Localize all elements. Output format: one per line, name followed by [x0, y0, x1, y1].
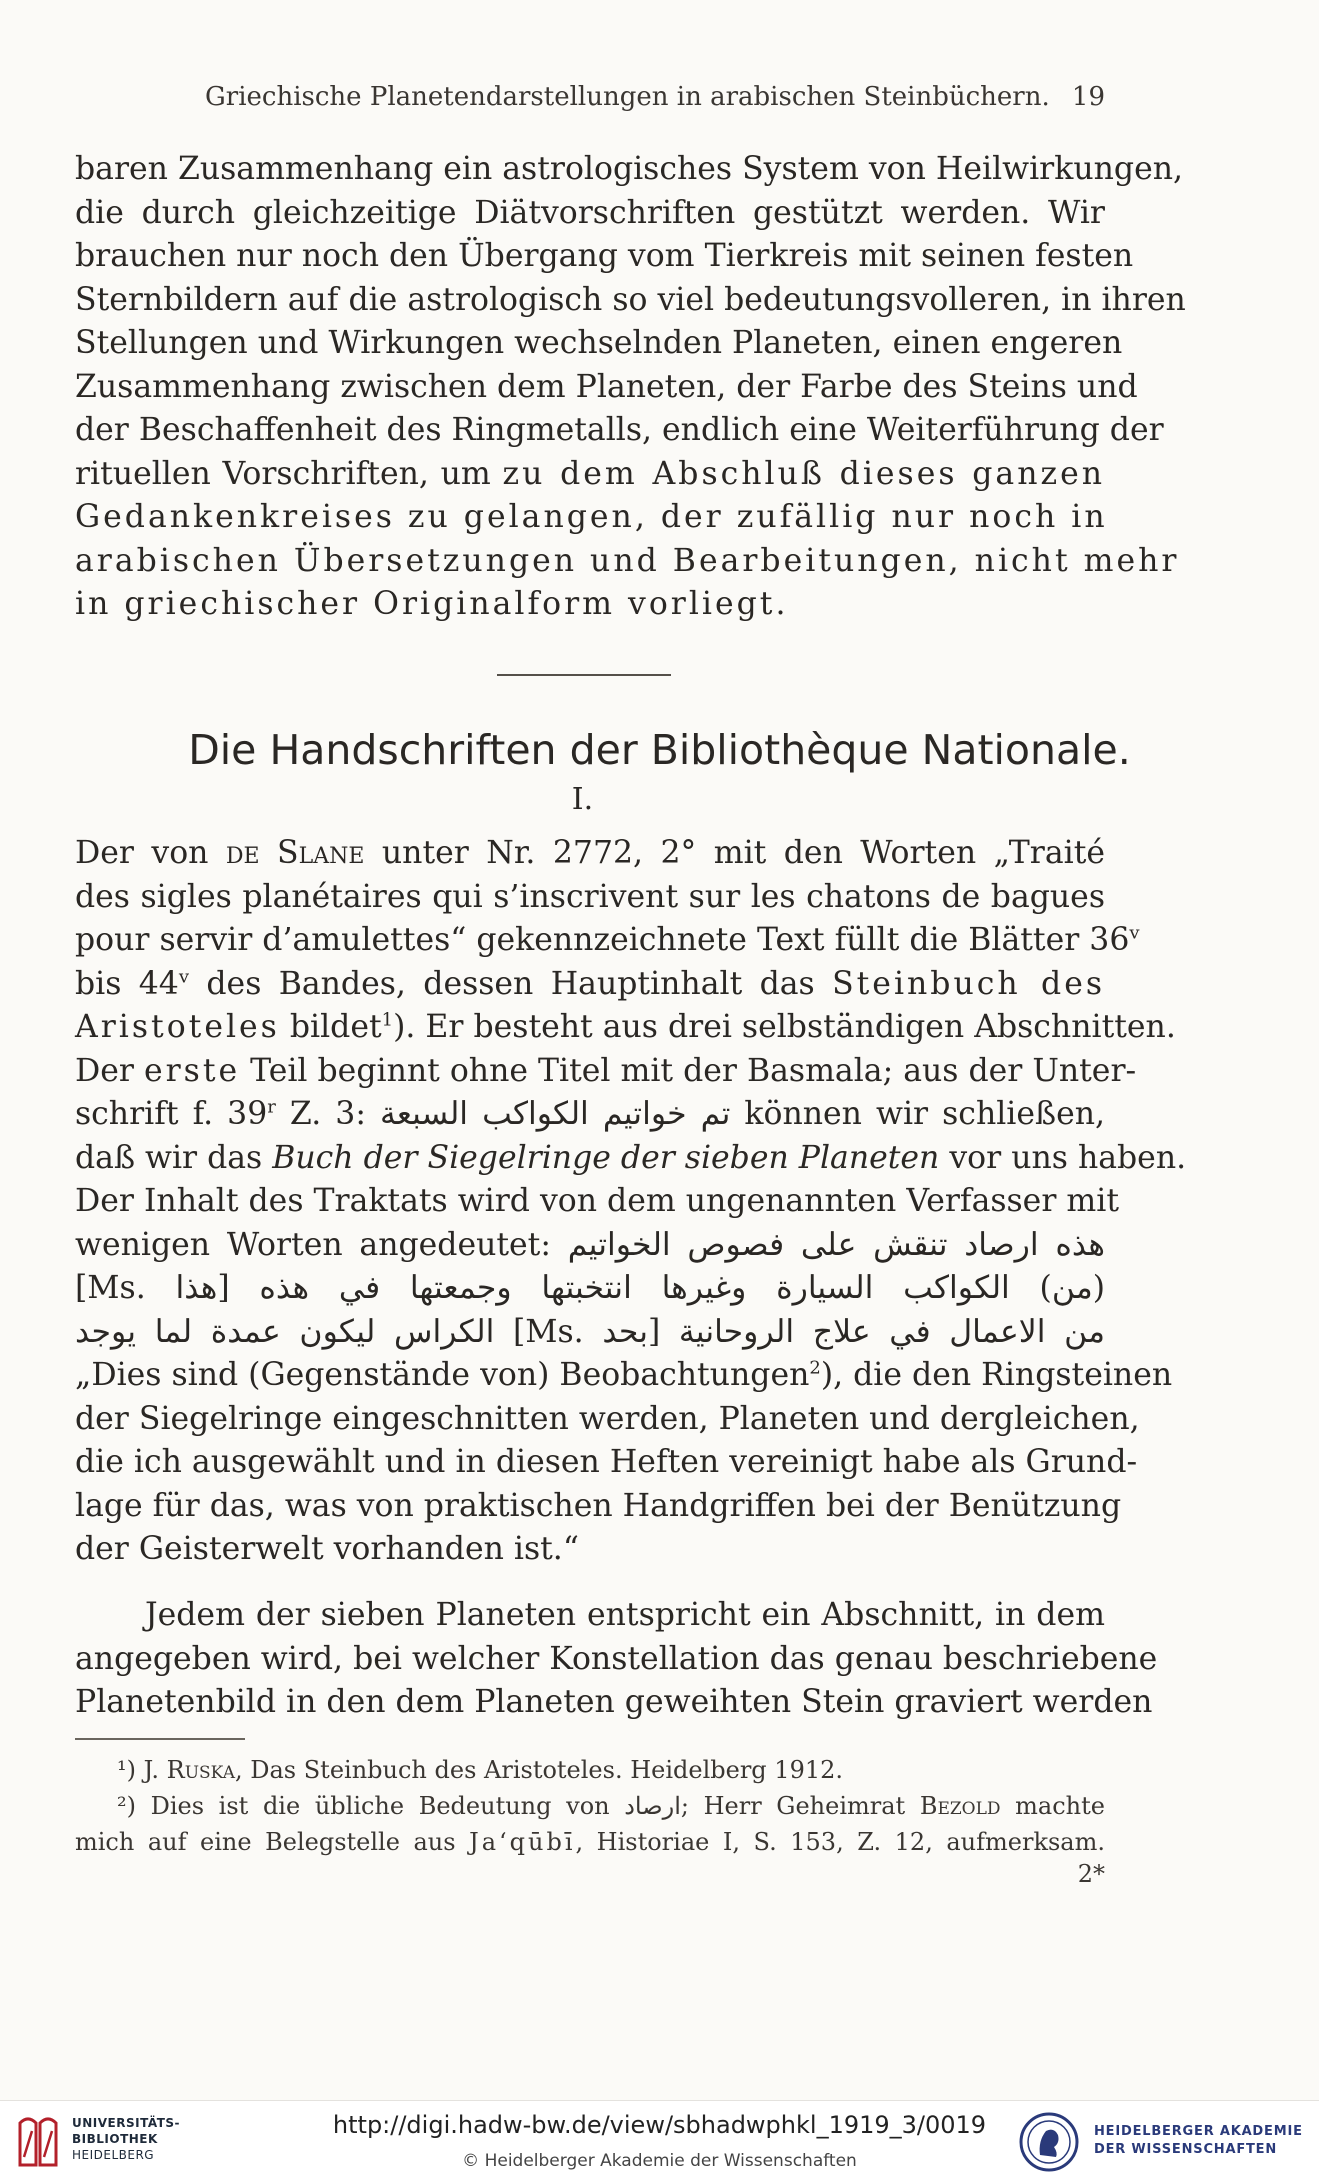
text-line [75, 1093, 1105, 1137]
footnote-rule [75, 1738, 245, 1740]
superscript: r [267, 1096, 276, 1118]
arabic-text: هذه ارصاد تنقش على فصوص الخواتيم [567, 1226, 1105, 1263]
text-run: können wir schließen, [730, 1096, 1106, 1132]
text-line: Der Inhalt des Traktats wird von dem ungenannten Verfasser mit [75, 1183, 1119, 1219]
copyright-notice: © Heidelberger Akademie der Wissenschaften [462, 2151, 857, 2171]
text-run: rituellen Vorschriften, um [75, 455, 503, 492]
arabic-text: بحد [602, 1313, 648, 1350]
spaced-text: Ja‘qūbī [469, 1828, 576, 1856]
spaced-text: erste [143, 1052, 241, 1089]
section-number: I. [571, 782, 594, 817]
text-line [75, 963, 1105, 1007]
text-run: bis 44 [75, 965, 179, 1002]
section-heading: Die Handschriften der Bibliothèque Nationale. [188, 726, 1131, 774]
text-line: der Geisterwelt vorhanden ist.“ [75, 1531, 579, 1567]
running-header [75, 82, 1105, 122]
text-line: der Beschaffenheit des Ringmetalls, endlich eine Weiterführung der [75, 412, 1164, 448]
text-line [75, 453, 1105, 497]
library-name: UNIVERSITÄTS- BIBLIOTHEK HEIDELBERG [72, 2116, 181, 2162]
author-name: Ruska [166, 1756, 235, 1784]
section-divider [497, 674, 671, 676]
spaced-text: Steinbuch des [832, 965, 1106, 1002]
text-run: unter Nr. 2772, 2° mit den Worten „Traité [364, 835, 1105, 871]
text-run: ] [217, 1270, 260, 1306]
text-run: „Dies sind (Gegenstände von) Beobachtungen [75, 1357, 810, 1393]
spaced-text: Aristoteles [75, 1009, 280, 1045]
running-title: Griechische Planetendarstellungen in arabischen Steinbüchern. [205, 82, 1050, 112]
text-line [75, 1006, 1176, 1050]
arabic-text: ارصاد [624, 1792, 681, 1820]
superscript: v [1129, 922, 1140, 944]
footnote-ref: 1 [381, 1009, 394, 1031]
text-line: Stellungen und Wirkungen wechselnden Planeten, einen engeren [75, 325, 1123, 361]
text-run: vor uns haben. [939, 1139, 1187, 1176]
text-run: Der [75, 1052, 144, 1089]
text-line: baren Zusammenhang ein astrologisches System von Heilwirkungen, [75, 151, 1184, 187]
signature-mark: 2* [1077, 1860, 1105, 1888]
text-run: ). Er besteht aus drei selbständigen Abschnitten. [393, 1009, 1176, 1045]
footnotes [75, 1752, 1105, 1860]
arabic-text: من الاعمال في علاج الروحانية [678, 1313, 1105, 1350]
text-line: Jedem der sieben Planeten entspricht ein Abschnitt, in dem [145, 1597, 1105, 1633]
text-run: Z. 3: [275, 1096, 381, 1132]
page-number: 19 [1071, 82, 1105, 112]
text-line: lage für das, was von praktischen Handgriffen bei der Benützung [75, 1487, 1122, 1524]
paragraph-2 [75, 832, 1187, 1572]
text-line [75, 1267, 1105, 1311]
author-name: de [225, 835, 260, 871]
academy-seal-icon [1018, 2111, 1080, 2173]
text-line: angegeben wird, bei welcher Konstellation das genau beschriebene [75, 1640, 1158, 1677]
text-run: [Ms. [75, 1270, 176, 1306]
spaced-text: zu dem Abschluß dieses ganzen [502, 455, 1106, 492]
permalink-url[interactable]: http://digi.hadw-bw.de/view/sbhadwphkl_1919_3/0019 [332, 2111, 987, 2139]
text-run: [Ms. [494, 1313, 603, 1350]
text-line: des sigles planétaires qui s’inscrivent sur les chatons de bagues [75, 878, 1105, 915]
text-run: des Bandes, dessen Hauptinhalt das [189, 965, 833, 1002]
text-run: ), die den Ringsteinen [820, 1357, 1173, 1393]
spaced-text-line: Gedankenkreises zu gelangen, der zufällig nur noch in [75, 499, 1108, 535]
academy-name: HEIDELBERGER AKADEMIE DER WISSENSCHAFTEN [1094, 2124, 1303, 2157]
text-line [75, 1137, 1187, 1181]
text-line [75, 1050, 1137, 1094]
text-line [75, 1311, 1105, 1355]
text-line [75, 1224, 1105, 1268]
text-line [75, 1354, 1173, 1398]
text-run: wenigen Worten angedeutet: [75, 1226, 568, 1263]
arabic-text: هذا [175, 1270, 218, 1306]
footnote-1 [75, 1752, 1105, 1788]
text-run: ; Herr Geheimrat [680, 1792, 920, 1820]
text-run: daß wir das [75, 1139, 273, 1176]
spaced-text-line: in griechischer Originalform vorliegt. [75, 586, 789, 622]
italic-title: Buch der Siegelringe der sieben Planeten [272, 1139, 940, 1176]
text-run: pour servir d’amulettes“ gekennzeichnete Text füllt die Blätter 36 [75, 922, 1130, 958]
footnote-2-cont [75, 1824, 1105, 1860]
text-run: Der von [75, 835, 226, 871]
viewer-footer [0, 2100, 1319, 2181]
arabic-text: تم خواتيم الكواكب السبعة [380, 1096, 731, 1132]
text-line: Zusammenhang zwischen dem Planeten, der Farbe des Steins und [75, 368, 1138, 405]
text-run: machte [1000, 1792, 1105, 1820]
text-line [75, 919, 1140, 963]
superscript: v [178, 966, 190, 987]
arabic-text: (من) الكواكب السيارة وغيرها انتخبتها وجمعتها في هذه [259, 1270, 1105, 1306]
text-line: die ich ausgewählt und in diesen Heften vereinigt habe als Grund- [75, 1444, 1138, 1480]
text-line: brauchen nur noch den Übergang vom Tierkreis mit seinen festen [75, 238, 1134, 274]
text-line: Planetenbild in den dem Planeten geweihten Stein graviert werden [75, 1684, 1153, 1720]
text-line: der Siegelringe eingeschnitten werden, Planeten und dergleichen, [75, 1400, 1140, 1437]
text-run: ¹) J. [117, 1756, 167, 1784]
paragraph-3 [75, 1594, 1158, 1725]
paragraph-1 [75, 148, 1186, 627]
text-run: mich auf eine Belegstelle aus [75, 1828, 470, 1856]
footnote-ref: 2 [809, 1357, 821, 1379]
arabic-text: الكراس ليكون عمدة لما يوجد [75, 1313, 495, 1350]
text-run: schrift f. 39 [75, 1096, 268, 1132]
text-run: bildet [279, 1009, 382, 1045]
spaced-text-line: arabischen Übersetzungen und Bearbeitungen, nicht mehr [75, 542, 1180, 579]
text-run: ²) Dies ist die übliche Bedeutung von [117, 1792, 625, 1820]
text-line: die durch gleichzeitige Diätvorschriften gestützt werden. Wir [75, 194, 1105, 231]
footnote-2 [75, 1788, 1105, 1824]
author-name: Bezold [919, 1792, 1001, 1820]
text-run: , Historiae I, S. 153, Z. 12, aufmerksam. [575, 1828, 1105, 1856]
text-run: , Das Steinbuch des Aristoteles. Heidelberg 1912. [234, 1756, 843, 1784]
text-line [75, 832, 1105, 876]
text-line: Sternbildern auf die astrologisch so viel bedeutungsvolleren, in ihren [75, 281, 1186, 318]
text-run: Teil beginnt ohne Titel mit der Basmala; aus der Unter- [240, 1052, 1137, 1089]
author-name: Slane [277, 835, 365, 871]
text-run: ] [647, 1313, 679, 1350]
